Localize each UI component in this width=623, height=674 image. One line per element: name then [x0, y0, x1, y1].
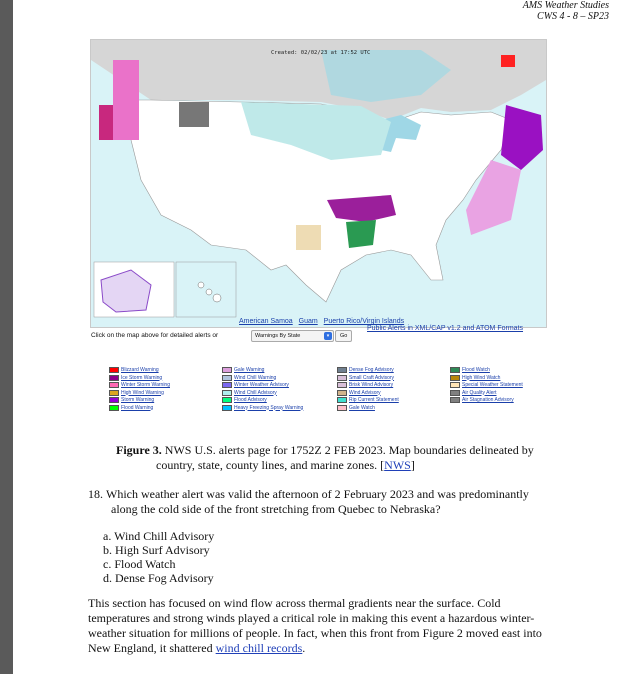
- legend-item[interactable]: Dense Fog Advisory: [337, 367, 437, 374]
- flood-watch-area: [346, 220, 376, 248]
- legend-item[interactable]: Air Stagnation Advisory: [450, 397, 550, 404]
- left-edge-bar: [0, 0, 13, 674]
- answer-options: [103, 529, 214, 585]
- storm-warning-west: [99, 105, 113, 140]
- legend-item[interactable]: Wind Chill Advisory: [222, 390, 322, 397]
- xml-cap-link[interactable]: Public Alerts in XML/CAP v1.2 and ATOM Formats: [367, 325, 524, 332]
- legend-item[interactable]: Wind Advisory: [337, 390, 437, 397]
- winter-storm-warning-mountain: [179, 102, 209, 127]
- legend-col-1: [109, 367, 209, 412]
- wind-chill-records-link[interactable]: wind chill records: [215, 641, 303, 655]
- legend-item[interactable]: Rip Current Statement: [337, 397, 437, 404]
- legend-item[interactable]: Small Craft Advisory: [337, 375, 437, 382]
- legend-col-2: [222, 367, 322, 412]
- legend-item[interactable]: Ice Storm Warning: [109, 375, 209, 382]
- legend-item[interactable]: Brisk Wind Advisory: [337, 382, 437, 389]
- chevron-down-icon: ▾: [324, 332, 332, 340]
- map-controls: [91, 325, 546, 343]
- question-text-wrap: [88, 487, 558, 517]
- body-paragraph: [88, 596, 558, 656]
- us-alerts-map[interactable]: [90, 39, 547, 328]
- option-a: a. Wind Chill Advisory: [103, 529, 215, 543]
- nws-link[interactable]: NWS: [384, 458, 411, 472]
- question-18: [88, 487, 558, 517]
- option-b: b. High Surf Advisory: [103, 543, 210, 557]
- legend-item[interactable]: Winter Storm Warning: [109, 382, 209, 389]
- figure-caption: [116, 443, 551, 473]
- body-end: .: [302, 641, 306, 655]
- legend-item[interactable]: Heavy Freezing Spray Warning: [222, 405, 322, 412]
- legend-item[interactable]: Blizzard Warning: [109, 367, 209, 374]
- course-name: AMS Weather Studies: [522, 0, 609, 11]
- body-text: This section has focused on wind flow across thermal gradients near the surface. Cold temperatures and strong winds played a critical role in making this event a hazardous winter-weather situation for millions of people. In fact, when this front from Figure 2 moved east into New England, it shattered: [88, 596, 542, 655]
- link-puerto-rico[interactable]: Puerto Rico/Virgin Islands: [323, 318, 405, 325]
- warnings-select[interactable]: [251, 330, 334, 342]
- legend-item[interactable]: Special Weather Statement: [450, 382, 550, 389]
- legend-item[interactable]: High Wind Warning: [109, 390, 209, 397]
- alerts-figure: [88, 37, 548, 442]
- caption-line-2: [116, 458, 551, 473]
- link-guam[interactable]: Guam: [298, 318, 318, 325]
- legend-item[interactable]: Flood Warning: [109, 405, 209, 412]
- option-c: c. Flood Watch: [103, 557, 176, 571]
- legend-item[interactable]: Winter Weather Advisory: [222, 382, 322, 389]
- caption-text-1: NWS U.S. alerts page for 1752Z 2 FEB 2023. Map boundaries delineated by: [161, 443, 534, 457]
- hawaii-inset: [176, 262, 236, 317]
- legend-item[interactable]: Gale Warning: [222, 367, 322, 374]
- course-code: CWS 4 - 8 – SP23: [537, 11, 609, 22]
- caption-suffix: ]: [410, 458, 415, 472]
- legend-item[interactable]: Gale Watch: [337, 405, 437, 412]
- option-d: d. Dense Fog Advisory: [103, 571, 214, 585]
- go-button[interactable]: Go: [335, 330, 352, 342]
- legend-item[interactable]: High Wind Watch: [450, 375, 550, 382]
- legend-item[interactable]: Flood Advisory: [222, 397, 322, 404]
- winter-storm-warning-west: [113, 60, 139, 140]
- map-graphic: [91, 40, 546, 327]
- map-created-timestamp: Created: 02/02/23 at 17:52 UTC: [271, 50, 371, 56]
- legend-item[interactable]: Flood Watch: [450, 367, 550, 374]
- legend-col-3: [337, 367, 437, 412]
- warnings-select-value: Warnings By State: [255, 333, 301, 339]
- legend-item[interactable]: Wind Chill Warning: [222, 375, 322, 382]
- question-text: Which weather alert was valid the afternoon of 2 February 2023 and was predominantly along the cold side of the front stretching from Quebec to Nebraska?: [106, 487, 529, 516]
- page-header: [523, 0, 609, 22]
- legend-col-4: [450, 367, 550, 405]
- red-alert-maine: [501, 55, 515, 67]
- legend-item[interactable]: Air Quality Alert: [450, 390, 550, 397]
- link-american-samoa[interactable]: American Samoa: [239, 318, 293, 325]
- caption-text-2: country, state, county lines, and marine zones. [: [156, 458, 385, 472]
- territory-links: [239, 318, 408, 325]
- figure-label: Figure 3.: [116, 443, 162, 457]
- click-instructions: Click on the map above for detailed alerts or: [91, 332, 219, 339]
- wind-advisory-southwest: [296, 225, 321, 250]
- question-number: 18.: [88, 487, 103, 501]
- legend-item[interactable]: Storm Warning: [109, 397, 209, 404]
